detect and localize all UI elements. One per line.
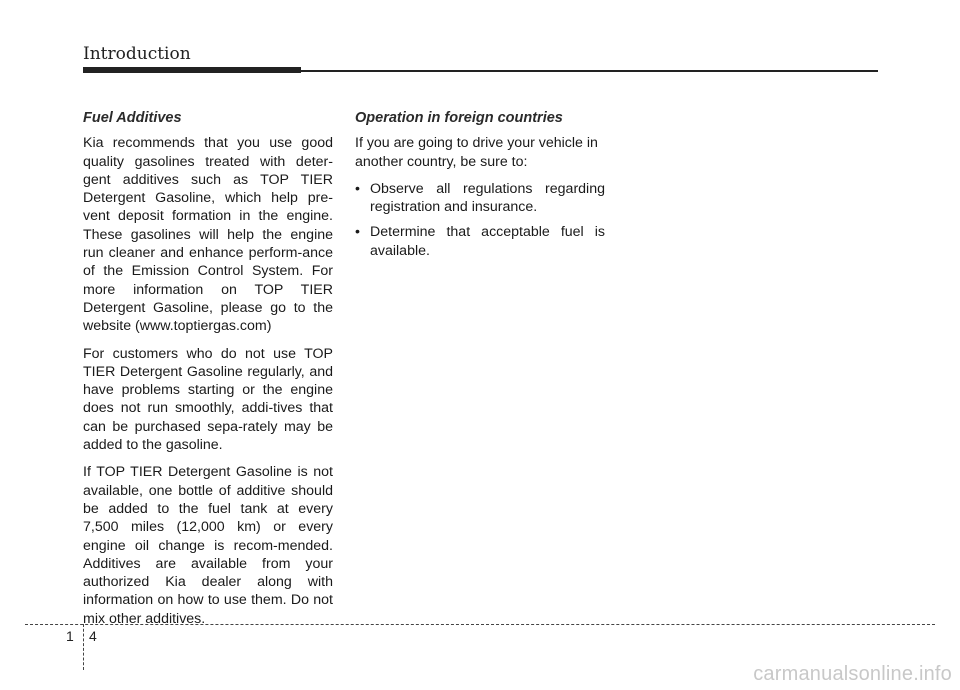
paragraph: If you are going to drive your vehicle in another country, be sure to:	[355, 135, 598, 170]
right-column	[355, 109, 605, 267]
list-item-text: Determine that acceptable fuel is available.	[370, 224, 605, 259]
bullet-icon: •	[355, 224, 360, 241]
paragraph: If TOP TIER Detergent Gasoline is not available, one bottle of additive should be added to the fuel tank at every 7,500 miles (12,000 km) or every engine oil change is recom-mended. Additives are available from your authorized Kia dealer along with information on how to use them. Do not mix other additives.	[83, 464, 333, 627]
section-heading-fuel-additives: Fuel Additives	[83, 110, 182, 126]
page-number: 4	[89, 628, 97, 644]
watermark: carmanualsonline.info	[753, 663, 952, 685]
paragraph: Kia recommends that you use good quality gasolines treated with deter-gent additives such as TOP TIER Detergent Gasoline, which help pre-vent deposit formation in the engine. These gasolines will help the engine run cleaner and enhance perform-ance of the Emission Control System. For more information on TOP TIER Detergent Gasoline, please go to the website (www.toptiergas.com)	[83, 135, 333, 335]
footer-page-divider	[83, 624, 84, 670]
list-item-text: Observe all regulations regarding registration and insurance.	[370, 180, 605, 216]
section-heading-foreign-countries: Operation in foreign countries	[355, 110, 563, 126]
footer-divider	[25, 624, 935, 625]
bullet-icon: •	[355, 180, 360, 197]
list-item	[355, 180, 605, 217]
list-item	[355, 223, 605, 260]
page-header-title: Introduction	[83, 44, 191, 64]
header-rule-accent	[83, 67, 301, 73]
left-column	[83, 109, 333, 637]
bullet-list	[355, 180, 605, 260]
chapter-number: 1	[66, 628, 74, 644]
paragraph: For customers who do not use TOP TIER Detergent Gasoline regularly, and have problems starting or the engine does not run smoothly, addi-tives that can be purchased sepa-rately may be added to the gasoline.	[83, 345, 333, 454]
